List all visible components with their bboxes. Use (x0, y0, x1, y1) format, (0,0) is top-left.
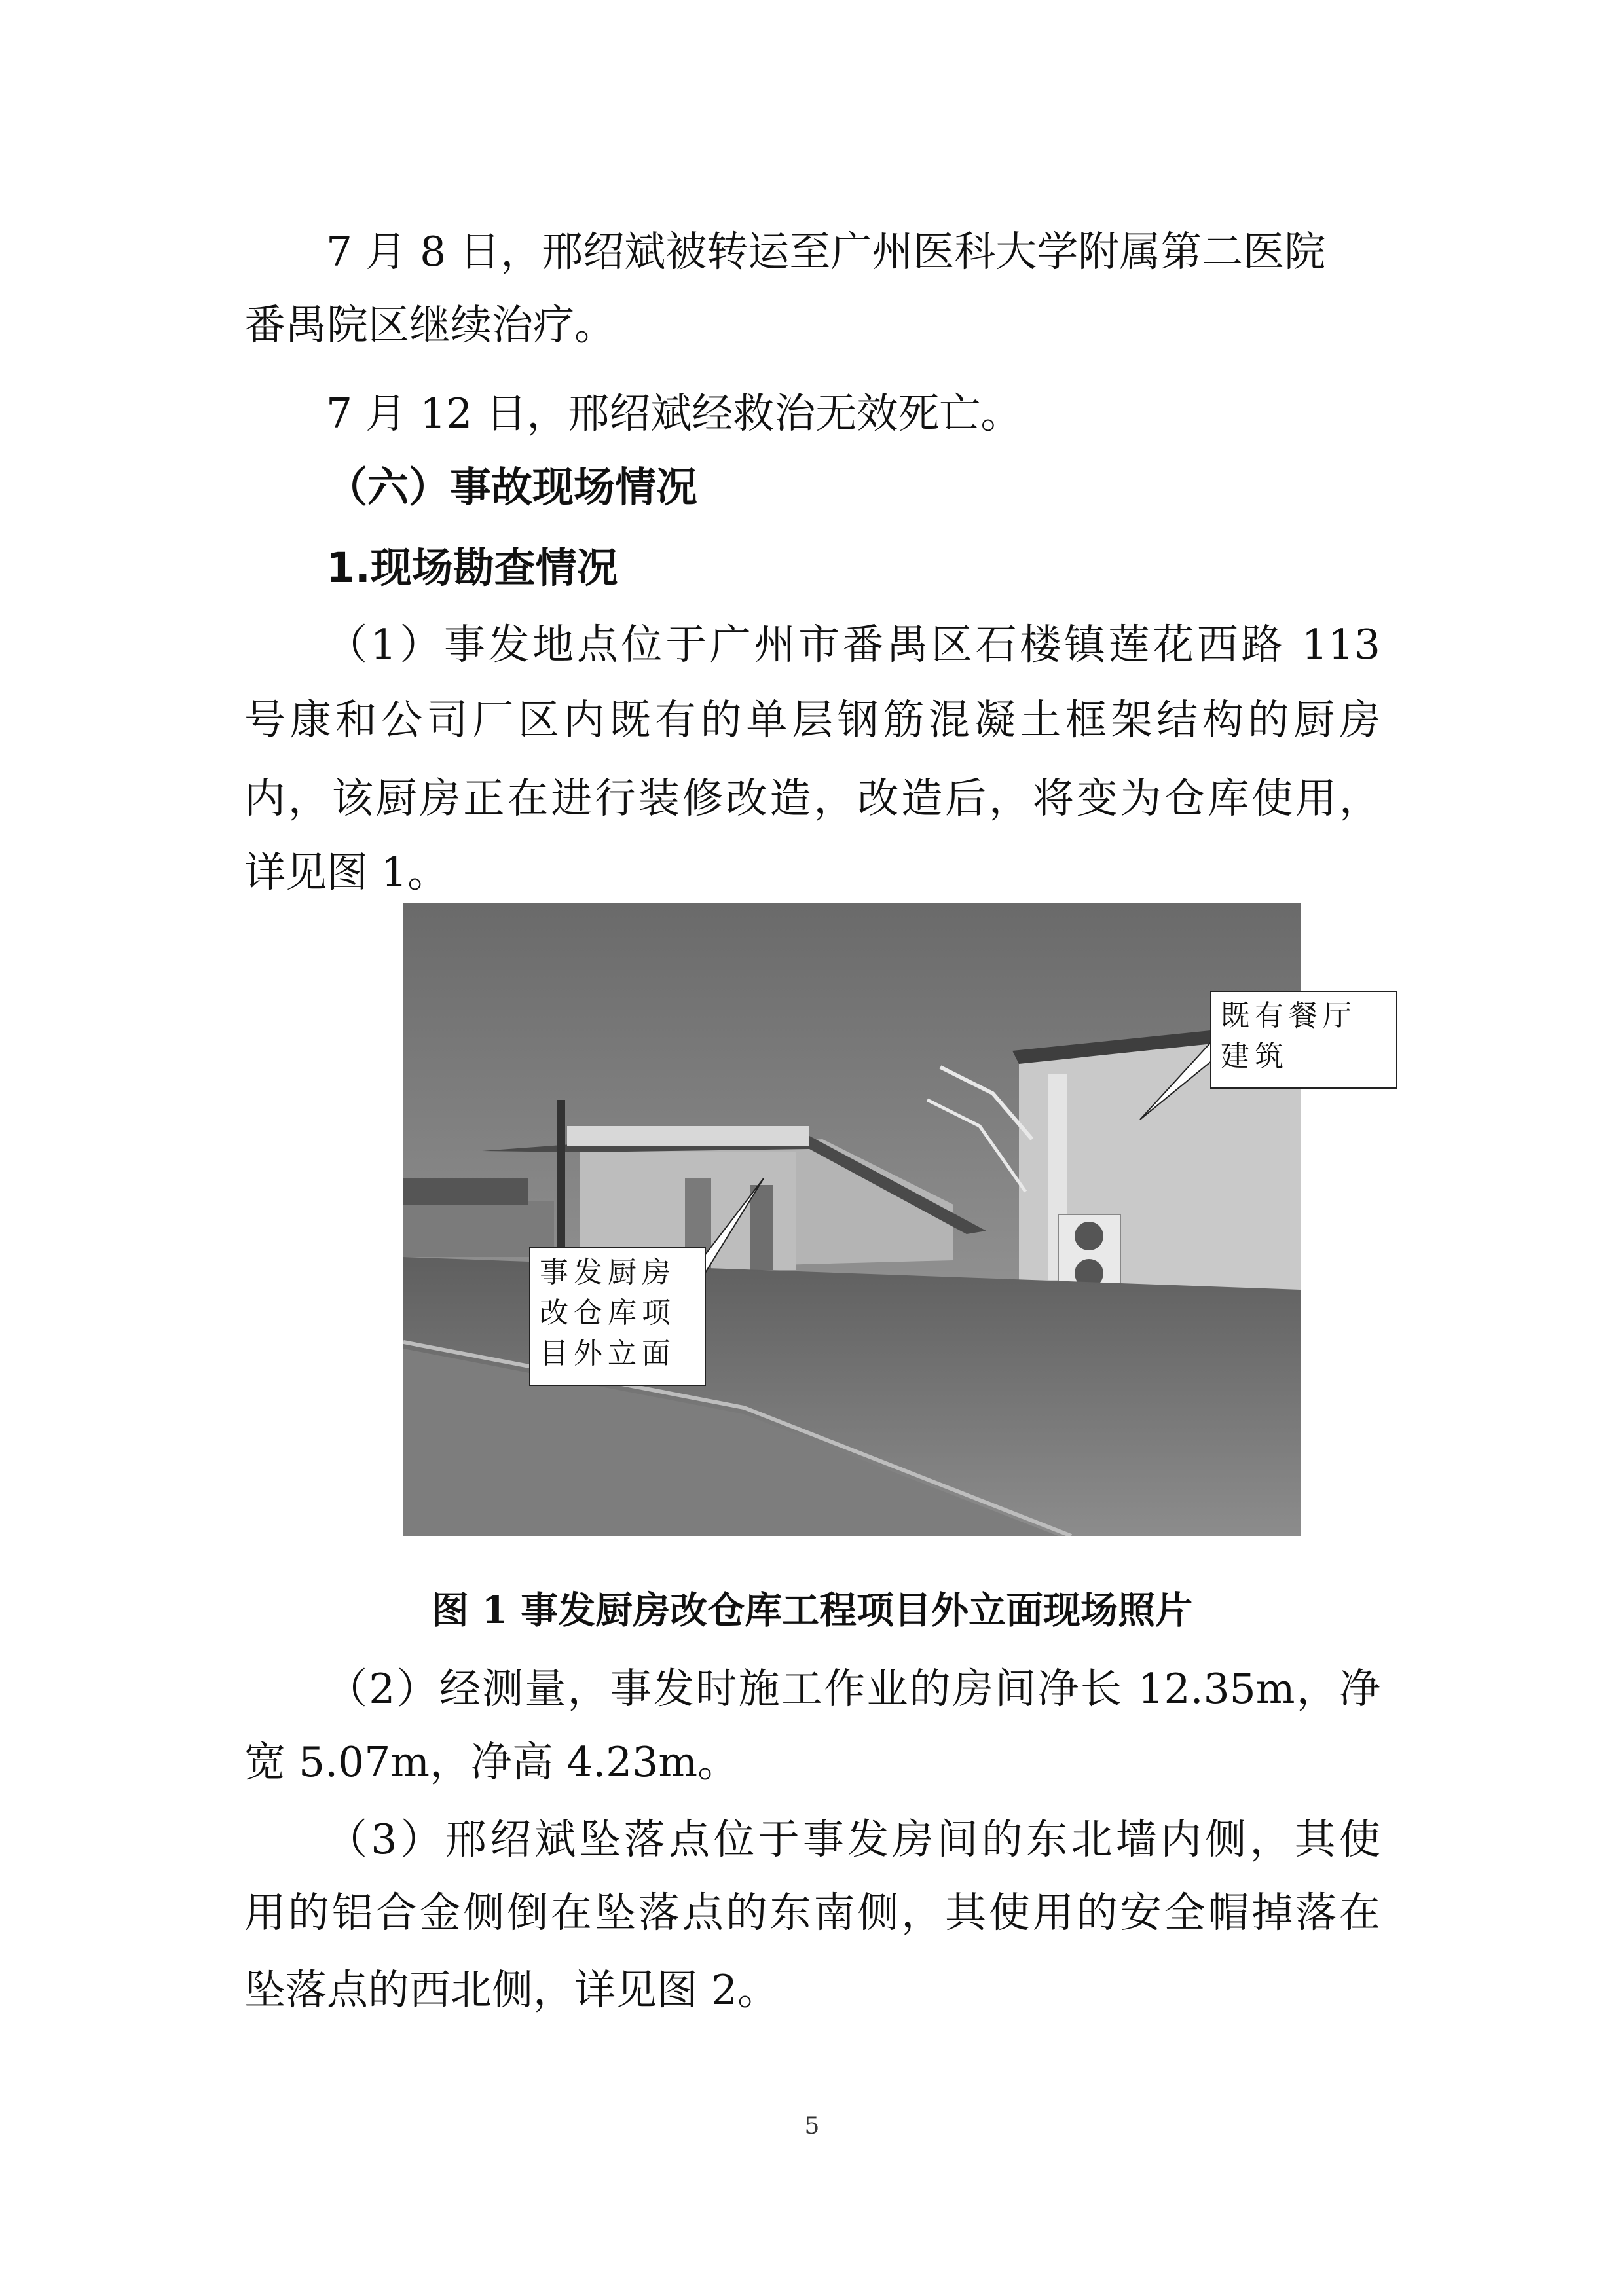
paragraph-line: 详见图 1。 (244, 848, 449, 896)
subsection-heading: 1.现场勘查情况 (326, 544, 618, 592)
paragraph-line: （3）邢绍斌坠落点位于事发房间的东北墙内侧，其使 (326, 1815, 1380, 1863)
paragraph-line: 用的铝合金侧倒在坠落点的东南侧，其使用的安全帽掉落在 (244, 1889, 1380, 1937)
paragraph-line: 7 月 12 日，邢绍斌经救治无效死亡。 (326, 390, 1022, 437)
paragraph-line: （1）事发地点位于广州市番禺区石楼镇莲花西路 113 (326, 621, 1380, 668)
figure-caption: 图 1 事发厨房改仓库工程项目外立面现场照片 (431, 1588, 1193, 1632)
paragraph-line: 坠落点的西北侧，详见图 2。 (244, 1966, 779, 2014)
paragraph-line: （2）经测量，事发时施工作业的房间净长 12.35m，净 (326, 1665, 1380, 1713)
callout-kitchen-label: 事发厨房改仓库项目外立面 (529, 1247, 706, 1386)
paragraph-line: 号康和公司厂区内既有的单层钢筋混凝土框架结构的厨房 (244, 696, 1380, 744)
paragraph-line: 内，该厨房正在进行装修改造，改造后，将变为仓库使用， (244, 774, 1380, 822)
paragraph-line: 番禺院区继续治疗。 (244, 301, 616, 349)
page-number: 5 (804, 2113, 820, 2140)
callout-restaurant-label: 既有餐厅建筑 (1210, 991, 1397, 1089)
section-heading: （六）事故现场情况 (326, 463, 697, 511)
paragraph-line: 宽 5.07m，净高 4.23m。 (244, 1738, 739, 1786)
paragraph-line: 7 月 8 日，邢绍斌被转运至广州医科大学附属第二医院 (326, 228, 1326, 276)
site-photo (403, 903, 1301, 1536)
